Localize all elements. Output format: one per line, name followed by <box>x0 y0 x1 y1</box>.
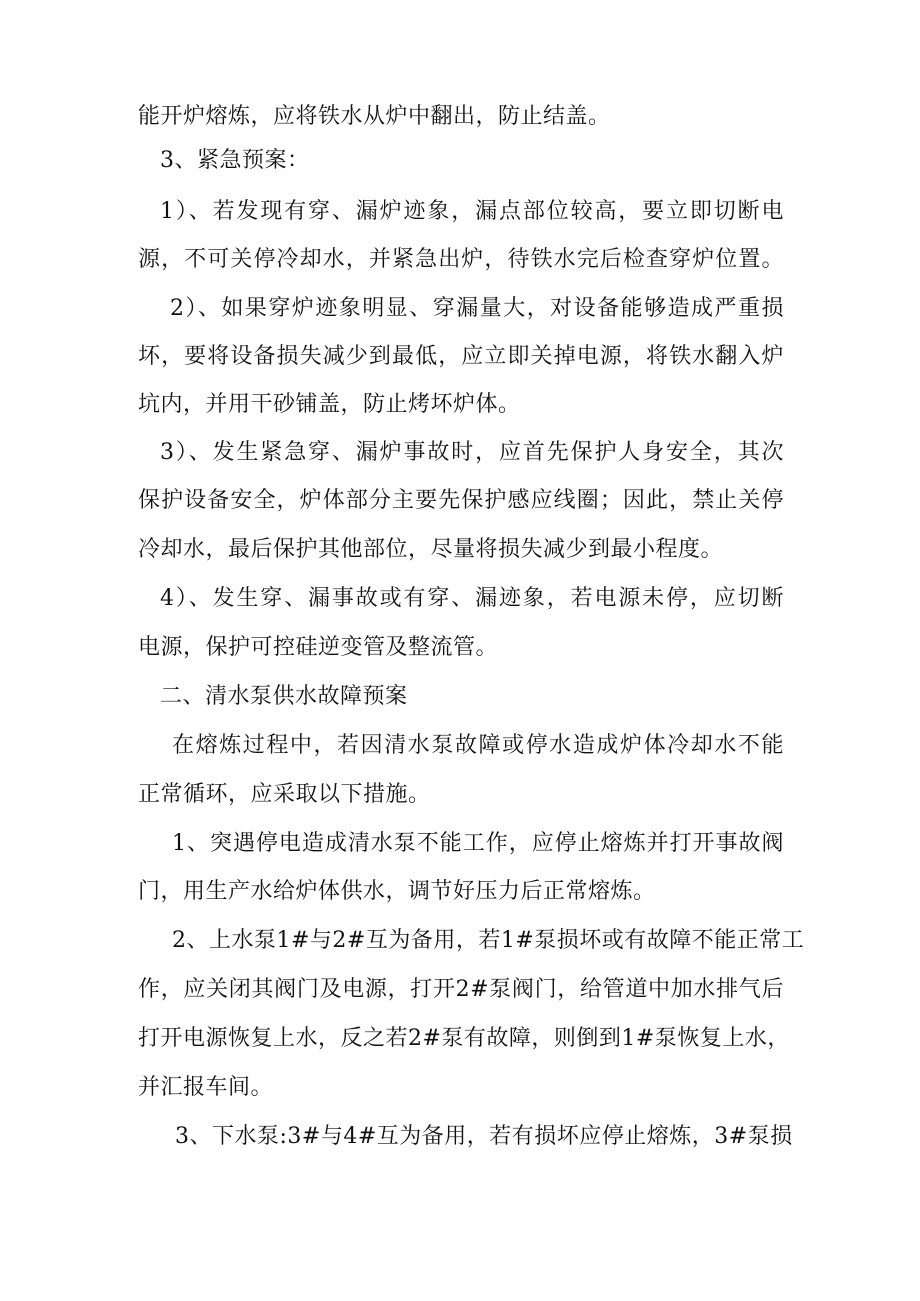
paragraph-line: 能开炉熔炼，应将铁水从炉中翻出，防止结盖。 <box>138 104 611 129</box>
paragraph-line: 正常循环，应采取以下措施。 <box>138 782 431 807</box>
paragraph-line: 4）、发生穿、漏事故或有穿、漏迹象，若电源未停，应切断 <box>160 586 784 611</box>
paragraph-line: 源，不可关停冷却水，并紧急出炉，待铁水完后检查穿炉位置。 <box>138 247 784 272</box>
paragraph-line: 冷却水，最后保护其他部位，尽量将损失减少到最小程度。 <box>138 537 724 562</box>
paragraph-line: 坏，要将设备损失减少到最低，应立即关掉电源，将铁水翻入炉 <box>138 344 784 369</box>
paragraph-line: 作，应关闭其阀门及电源，打开2#泵阀门，给管道中加水排气后 <box>138 977 784 1002</box>
paragraph-line: 1）、若发现有穿、漏炉迹象，漏点部位较高，要立即切断电 <box>160 199 784 224</box>
paragraph-line: 1、突遇停电造成清水泵不能工作，应停止熔炼并打开事故阀 <box>172 831 784 856</box>
section-heading: 二、清水泵供水故障预案 <box>160 684 408 709</box>
paragraph-line: 门，用生产水给炉体供水，调节好压力后正常熔炼。 <box>138 879 656 904</box>
section-heading: 3、紧急预案： <box>160 148 310 173</box>
paragraph-line: 打开电源恢复上水，反之若2#泵有故障，则倒到1#泵恢复上水， <box>138 1026 790 1051</box>
paragraph-line: 在熔炼过程中，若因清水泵故障或停水造成炉体冷却水不能 <box>172 733 784 758</box>
paragraph-line: 2）、如果穿炉迹象明显、穿漏量大，对设备能够造成严重损 <box>170 296 784 321</box>
paragraph-line: 3）、发生紧急穿、漏炉事故时，应首先保护人身安全，其次 <box>160 440 784 465</box>
paragraph-line: 2、上水泵1#与2#互为备用，若1#泵损坏或有故障不能正常工 <box>172 928 805 953</box>
paragraph-line: 并汇报车间。 <box>138 1075 274 1100</box>
paragraph-line: 电源，保护可控硅逆变管及整流管。 <box>138 635 499 660</box>
paragraph-line: 3、下水泵:3#与4#互为备用，若有损坏应停止熔炼，3#泵损 <box>175 1124 793 1149</box>
paragraph-line: 坑内，并用干砂铺盖，防止烤坏炉体。 <box>138 392 521 417</box>
paragraph-line: 保护设备安全，炉体部分主要先保护感应线圈；因此，禁止关停 <box>138 488 784 513</box>
